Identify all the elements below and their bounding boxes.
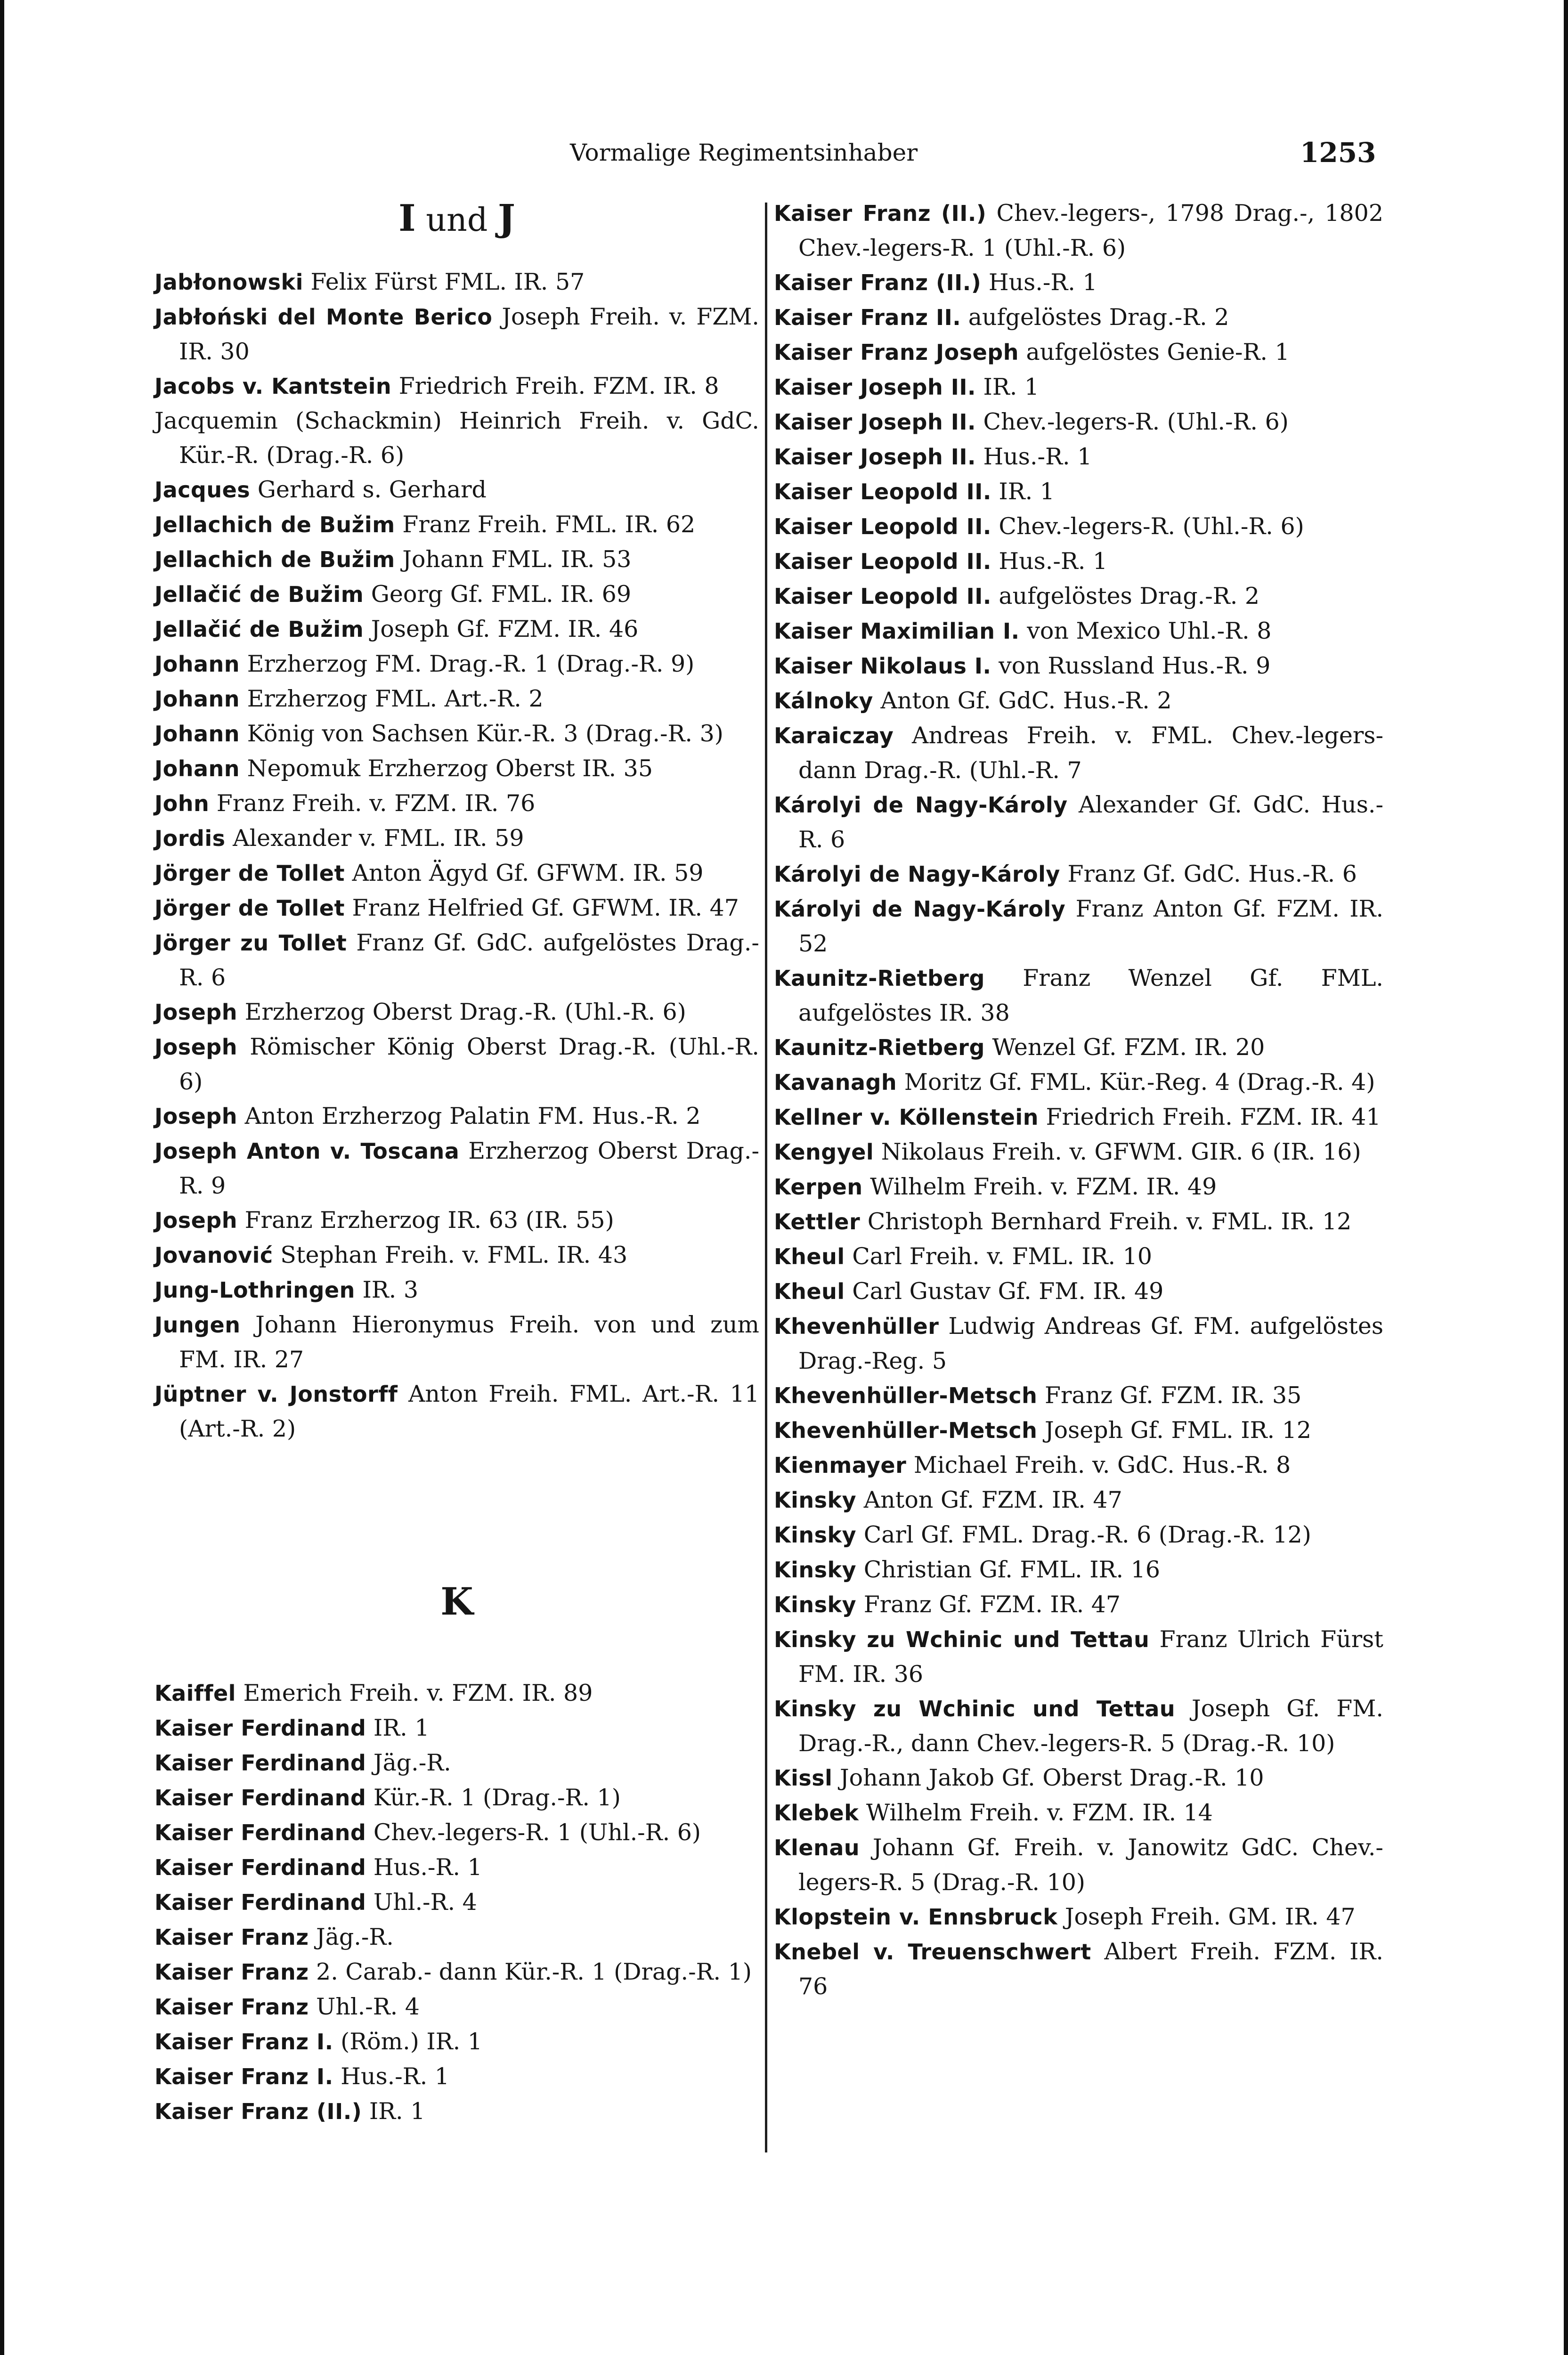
register-entry bbox=[154, 1990, 759, 2024]
entry-name: Károlyi de Nagy-Károly bbox=[774, 792, 1068, 818]
entry-detail: Chev.-legers-R. (Uhl.-R. 6) bbox=[983, 408, 1289, 435]
entry-name: Jacques bbox=[154, 477, 251, 503]
register-entry bbox=[774, 718, 1383, 788]
entry-detail: Moritz Gf. FML. Kür.-Reg. 4 (Drag.-R. 4) bbox=[904, 1069, 1375, 1096]
register-entry bbox=[154, 995, 759, 1030]
entry-name: Kaiser Maximilian I. bbox=[774, 618, 1020, 644]
entry-detail: Joseph Gf. FM. Drag.-R., dann Chev.-legers-R. 5 (Drag.-R. 10) bbox=[798, 1695, 1383, 1757]
register-entry bbox=[774, 1274, 1383, 1309]
entry-detail: Wilhelm Freih. v. FZM. IR. 14 bbox=[866, 1799, 1213, 1826]
entry-name: Jungen bbox=[154, 1312, 241, 1338]
entry-name: Kaiser Franz bbox=[154, 1994, 309, 2020]
entry-detail: Franz Gf. GdC. aufgelöstes Drag.-R. 6 bbox=[179, 929, 759, 991]
heading-letter-i: I bbox=[398, 197, 416, 240]
register-entry bbox=[774, 1830, 1383, 1900]
entry-name: Károlyi de Nagy-Károly bbox=[774, 861, 1060, 887]
entry-name: Kaiser Ferdinand bbox=[154, 1820, 366, 1845]
running-title: Vormalige Regimentsinhaber bbox=[570, 139, 918, 166]
entry-name: Kengyel bbox=[774, 1139, 874, 1165]
entry-detail: von Russland Hus.-R. 9 bbox=[999, 652, 1271, 679]
entry-name: Jacobs v. Kantstein bbox=[154, 374, 392, 399]
register-entry bbox=[774, 509, 1383, 544]
register-entry bbox=[154, 1203, 759, 1238]
register-entry bbox=[774, 1309, 1383, 1378]
entry-detail: Anton Gf. FZM. IR. 47 bbox=[863, 1486, 1122, 1513]
entry-name: Kheul bbox=[774, 1279, 845, 1304]
entry-name: Joseph Anton v. Toscana bbox=[154, 1138, 460, 1164]
entry-name: Knebel v. Treuenschwert bbox=[774, 1939, 1091, 1965]
entry-detail: Franz Anton Gf. FZM. IR. 52 bbox=[798, 895, 1384, 957]
entry-name: Kettler bbox=[774, 1209, 861, 1234]
register-entry bbox=[154, 300, 759, 369]
entry-detail: Alexander Gf. GdC. Hus.-R. 6 bbox=[798, 791, 1384, 853]
register-entry bbox=[154, 2059, 759, 2094]
entry-detail: Anton Ägyd Gf. GFWM. IR. 59 bbox=[352, 860, 704, 886]
register-entry bbox=[774, 857, 1383, 892]
entry-name: Kissl bbox=[774, 1765, 833, 1791]
entry-detail: Hus.-R. 1 bbox=[999, 548, 1108, 575]
entry-name: Karaiczay bbox=[774, 723, 894, 748]
entry-detail: Joseph Gf. FZM. IR. 46 bbox=[371, 616, 639, 642]
entry-name: Kaiser Joseph II. bbox=[774, 374, 976, 400]
entry-name: Jordis bbox=[154, 826, 226, 851]
register-entry bbox=[774, 614, 1383, 649]
entry-detail: Carl Freih. v. FML. IR. 10 bbox=[852, 1243, 1152, 1270]
entry-detail: Franz Erzherzog IR. 63 (IR. 55) bbox=[244, 1207, 614, 1234]
entry-detail: Johann Hieronymus Freih. von und zum FM. IR. 27 bbox=[179, 1311, 759, 1373]
entry-detail: Johann Jakob Gf. Oberst Drag.-R. 10 bbox=[840, 1764, 1264, 1791]
entry-name: Kinsky bbox=[774, 1557, 857, 1583]
register-entry bbox=[774, 439, 1383, 474]
register-entry bbox=[154, 1099, 759, 1134]
entry-detail: Chev.-legers-R. 1 (Uhl.-R. 6) bbox=[373, 1819, 701, 1846]
page-number: 1253 bbox=[1300, 137, 1376, 169]
register-entry bbox=[154, 1307, 759, 1377]
entry-name: Kaiser Franz (II.) bbox=[154, 2099, 362, 2124]
entry-detail: Kür.-R. 1 (Drag.-R. 1) bbox=[373, 1784, 621, 1811]
entry-detail: Franz Freih. v. FZM. IR. 76 bbox=[216, 790, 536, 817]
register-entry bbox=[154, 1676, 759, 1711]
register-entry bbox=[154, 1377, 759, 1446]
entry-detail: Chev.-legers-, 1798 Drag.-, 1802 Chev.-legers-R. 1 (Uhl.-R. 6) bbox=[798, 200, 1383, 261]
entry-detail: Hus.-R. 1 bbox=[373, 1854, 482, 1881]
entry-name: Kaiser Leopold II. bbox=[774, 514, 991, 539]
entry-detail: Joseph Freih. GM. IR. 47 bbox=[1064, 1903, 1356, 1930]
entry-detail: Wenzel Gf. FZM. IR. 20 bbox=[992, 1034, 1265, 1061]
register-entry bbox=[154, 1711, 759, 1746]
entry-name: Jabłonowski bbox=[154, 269, 303, 295]
register-entry bbox=[154, 682, 759, 716]
register-entry bbox=[154, 1780, 759, 1815]
register-entry bbox=[154, 2024, 759, 2059]
entry-name: John bbox=[154, 791, 210, 816]
entry-detail: 2. Carab.- dann Kür.-R. 1 (Drag.-R. 1) bbox=[316, 1958, 752, 1985]
register-entry bbox=[774, 1552, 1383, 1587]
entry-name: Kaiser Ferdinand bbox=[154, 1890, 366, 1915]
page-edge-right bbox=[1564, 0, 1568, 2355]
entry-detail: Emerich Freih. v. FZM. IR. 89 bbox=[243, 1680, 593, 1706]
entry-name: Jörger de Tollet bbox=[154, 895, 345, 921]
register-entry bbox=[154, 786, 759, 821]
entry-name: Kinsky zu Wchinic und Tettau bbox=[774, 1696, 1176, 1722]
register-entry bbox=[154, 647, 759, 682]
register-entry bbox=[774, 370, 1383, 405]
entry-name: Kaiser Ferdinand bbox=[154, 1715, 366, 1741]
register-entry bbox=[154, 507, 759, 542]
entry-name: Kaiser Franz I. bbox=[154, 2064, 333, 2089]
entry-detail: IR. 1 bbox=[369, 2098, 425, 2125]
entry-name: Kaiser Leopold II. bbox=[774, 479, 991, 504]
entry-detail: aufgelöstes Genie-R. 1 bbox=[1026, 339, 1290, 365]
entry-name: Kaiser Franz Joseph bbox=[774, 340, 1019, 365]
register-entry bbox=[774, 1378, 1383, 1413]
entry-detail: Franz Gf. FZM. IR. 47 bbox=[863, 1591, 1121, 1618]
entry-name: Khevenhüller-Metsch bbox=[774, 1383, 1038, 1408]
register-entry bbox=[774, 1239, 1383, 1274]
register-entry bbox=[154, 821, 759, 856]
register-entry bbox=[774, 683, 1383, 718]
entry-name: Johann bbox=[154, 756, 240, 781]
entry-detail: Anton Freih. FML. Art.-R. 11 (Art.-R. 2) bbox=[179, 1381, 759, 1442]
entry-name: Kaiser Franz bbox=[154, 1925, 309, 1950]
register-entry bbox=[154, 1134, 759, 1203]
entry-name: Khevenhüller-Metsch bbox=[774, 1418, 1038, 1443]
entry-name: Johann bbox=[154, 686, 240, 712]
register-entry bbox=[154, 1746, 759, 1780]
register-entry bbox=[774, 1065, 1383, 1100]
entry-detail: Gerhard s. Gerhard bbox=[257, 476, 487, 503]
entry-name: Khevenhüller bbox=[774, 1314, 939, 1339]
register-entry bbox=[154, 1815, 759, 1850]
entry-name: Kaiser Leopold II. bbox=[774, 584, 991, 609]
entry-name: Joseph bbox=[154, 999, 237, 1025]
entry-list-k-continued bbox=[774, 196, 1383, 2004]
entry-name: Kheul bbox=[774, 1244, 845, 1269]
entry-detail: Albert Freih. FZM. IR. 76 bbox=[798, 1938, 1384, 2000]
entry-detail: Hus.-R. 1 bbox=[988, 269, 1097, 296]
entry-detail: Römischer König Oberst Drag.-R. (Uhl.-R. 6) bbox=[179, 1033, 760, 1095]
entry-detail: Franz Gf. GdC. Hus.-R. 6 bbox=[1067, 861, 1357, 887]
entry-detail: IR. 1 bbox=[999, 478, 1055, 505]
register-entry bbox=[774, 1169, 1383, 1204]
entry-detail: Alexander v. FML. IR. 59 bbox=[233, 825, 524, 852]
entry-detail: König von Sachsen Kür.-R. 3 (Drag.-R. 3) bbox=[247, 720, 723, 747]
entry-name: Jellachich de Bužim bbox=[154, 512, 395, 537]
register-entry bbox=[774, 1100, 1383, 1135]
register-entry bbox=[154, 1955, 759, 1990]
entry-detail: Friedrich Freih. FZM. IR. 41 bbox=[1046, 1104, 1381, 1130]
entry-name: Kinsky zu Wchinic und Tettau bbox=[774, 1627, 1150, 1652]
register-entry bbox=[774, 1030, 1383, 1065]
entry-detail: Franz Helfried Gf. GFWM. IR. 47 bbox=[352, 894, 739, 921]
register-entry bbox=[154, 369, 759, 404]
register-entry bbox=[774, 1135, 1383, 1169]
entry-name: Jellachich de Bužim bbox=[154, 547, 395, 572]
register-entry bbox=[774, 1622, 1383, 1691]
entry-detail: Jäg.-R. bbox=[316, 1924, 394, 1950]
entry-name: Kaiser Joseph II. bbox=[774, 409, 976, 435]
register-entry bbox=[154, 472, 759, 507]
register-entry bbox=[154, 1850, 759, 1885]
entry-name: Kaunitz-Rietberg bbox=[774, 966, 985, 991]
register-entry bbox=[154, 891, 759, 926]
entry-detail: IR. 1 bbox=[983, 374, 1040, 400]
page-edge-left bbox=[0, 0, 4, 2355]
entry-detail: Georg Gf. FML. IR. 69 bbox=[371, 581, 632, 608]
entry-name: Kálnoky bbox=[774, 688, 873, 714]
register-entry bbox=[154, 1920, 759, 1955]
register-entry bbox=[154, 1885, 759, 1920]
entry-list-k bbox=[154, 1676, 759, 2129]
register-entry bbox=[774, 1587, 1383, 1622]
entry-name: Kaiser Franz (II.) bbox=[774, 270, 982, 295]
entry-name: Joseph bbox=[154, 1034, 237, 1060]
entry-detail: Anton Erzherzog Palatin FM. Hus.-R. 2 bbox=[244, 1103, 701, 1129]
entry-detail: Nikolaus Freih. v. GFWM. GIR. 6 (IR. 16) bbox=[881, 1138, 1361, 1165]
entry-detail: Franz Ulrich Fürst FM. IR. 36 bbox=[798, 1626, 1383, 1688]
register-entry bbox=[774, 788, 1383, 857]
entry-name: Kinsky bbox=[774, 1487, 857, 1513]
entry-detail: Felix Fürst FML. IR. 57 bbox=[310, 268, 585, 295]
entry-detail: aufgelöstes Drag.-R. 2 bbox=[999, 583, 1260, 609]
register-entry bbox=[774, 1900, 1383, 1934]
entry-name: Kaiser Franz II. bbox=[774, 305, 961, 330]
entry-name: Kinsky bbox=[774, 1522, 857, 1548]
entry-name: Kaiser Ferdinand bbox=[154, 1855, 366, 1880]
entry-name: Klopstein v. Ennsbruck bbox=[774, 1904, 1058, 1930]
register-entry bbox=[774, 1518, 1383, 1552]
register-entry bbox=[154, 265, 759, 300]
register-entry bbox=[774, 961, 1383, 1030]
entry-detail: Franz Gf. FZM. IR. 35 bbox=[1044, 1382, 1302, 1409]
register-entry bbox=[154, 542, 759, 577]
entry-name: Kinsky bbox=[774, 1592, 857, 1617]
entry-detail: Hus.-R. 1 bbox=[341, 2063, 449, 2090]
entry-name: Kaiser Franz bbox=[154, 1959, 309, 1985]
entry-detail: Erzherzog FML. Art.-R. 2 bbox=[247, 685, 544, 712]
entry-name: Kerpen bbox=[774, 1174, 863, 1200]
section-heading-ij bbox=[154, 197, 759, 240]
entry-detail: Franz Freih. FML. IR. 62 bbox=[402, 511, 696, 538]
register-entry bbox=[774, 1691, 1383, 1761]
entry-detail: Anton Gf. GdC. Hus.-R. 2 bbox=[880, 687, 1172, 714]
register-entry bbox=[774, 474, 1383, 509]
register-entry bbox=[154, 612, 759, 647]
entry-name: Jellačić de Bužim bbox=[154, 582, 364, 607]
entry-detail: Friedrich Freih. FZM. IR. 8 bbox=[398, 373, 719, 399]
entry-detail: Jäg.-R. bbox=[373, 1749, 451, 1776]
entry-name: Kavanagh bbox=[774, 1070, 897, 1095]
entry-detail: Carl Gf. FML. Drag.-R. 6 (Drag.-R. 12) bbox=[863, 1521, 1311, 1548]
entry-name: Johann bbox=[154, 721, 240, 747]
register-entry bbox=[154, 751, 759, 786]
entry-detail: Franz Wenzel Gf. FML. aufgelöstes IR. 38 bbox=[798, 965, 1384, 1026]
register-entry bbox=[774, 265, 1383, 300]
entry-detail: von Mexico Uhl.-R. 8 bbox=[1027, 617, 1272, 644]
register-entry bbox=[154, 1273, 759, 1307]
register-entry bbox=[154, 926, 759, 995]
entry-name: Jabłoński del Monte Berico bbox=[154, 304, 493, 330]
register-entry bbox=[774, 649, 1383, 683]
register-entry bbox=[774, 892, 1383, 961]
entry-detail: Wilhelm Freih. v. FZM. IR. 49 bbox=[870, 1173, 1217, 1200]
entry-name: Kaiser Franz (II.) bbox=[774, 201, 987, 226]
register-entry bbox=[774, 405, 1383, 439]
register-entry bbox=[154, 2094, 759, 2129]
register-entry bbox=[774, 1413, 1383, 1448]
entry-name: Jörger de Tollet bbox=[154, 861, 345, 886]
entry-name: Joseph bbox=[154, 1104, 237, 1129]
register-entry bbox=[154, 1030, 759, 1099]
entry-detail: Erzherzog FM. Drag.-R. 1 (Drag.-R. 9) bbox=[247, 650, 695, 677]
entry-name: Jellačić de Bužim bbox=[154, 617, 364, 642]
entry-detail: Joseph Gf. FML. IR. 12 bbox=[1044, 1417, 1312, 1444]
entry-detail: Jacquemin (Schackmin) Heinrich Freih. v. GdC. Kür.-R. (Drag.-R. 6) bbox=[154, 407, 759, 469]
entry-name: Joseph bbox=[154, 1208, 237, 1233]
heading-und: und bbox=[426, 202, 488, 239]
entry-detail: Chev.-legers-R. (Uhl.-R. 6) bbox=[999, 513, 1304, 540]
register-entry bbox=[774, 1483, 1383, 1518]
entry-name: Jovanović bbox=[154, 1242, 273, 1268]
entry-detail: aufgelöstes Drag.-R. 2 bbox=[968, 304, 1229, 331]
entry-detail: Christoph Bernhard Freih. v. FML. IR. 12 bbox=[867, 1208, 1352, 1235]
entry-name: Kaiffel bbox=[154, 1681, 236, 1706]
heading-letter-j: J bbox=[497, 197, 515, 240]
entry-name: Kaiser Leopold II. bbox=[774, 549, 991, 574]
entry-name: Klenau bbox=[774, 1835, 860, 1860]
register-entry bbox=[774, 196, 1383, 265]
entry-name: Károlyi de Nagy-Károly bbox=[774, 896, 1066, 922]
entry-detail: Erzherzog Oberst Drag.-R. 9 bbox=[179, 1137, 760, 1199]
section-heading-k: K bbox=[440, 1579, 473, 1624]
running-head bbox=[0, 136, 1568, 173]
entry-name: Jörger zu Tollet bbox=[154, 930, 347, 956]
entry-name: Kaiser Franz I. bbox=[154, 2029, 333, 2055]
register-entry bbox=[154, 577, 759, 612]
entry-name: Klebek bbox=[774, 1800, 859, 1826]
entry-detail: Erzherzog Oberst Drag.-R. (Uhl.-R. 6) bbox=[244, 999, 686, 1025]
register-entry bbox=[154, 1238, 759, 1273]
entry-detail: Hus.-R. 1 bbox=[983, 443, 1092, 470]
entry-detail: Joseph Freih. v. FZM. IR. 30 bbox=[179, 303, 760, 365]
entry-name: Kaiser Ferdinand bbox=[154, 1750, 366, 1776]
register-entry bbox=[774, 1448, 1383, 1483]
entry-detail: Andreas Freih. v. FML. Chev.-legers- dann Drag.-R. (Uhl.-R. 7 bbox=[798, 722, 1384, 784]
register-entry bbox=[774, 1761, 1383, 1795]
entry-detail: Johann Gf. Freih. v. Janowitz GdC. Chev.-legers-R. 5 (Drag.-R. 10) bbox=[798, 1834, 1383, 1896]
entry-name: Kienmayer bbox=[774, 1453, 907, 1478]
entry-detail: Ludwig Andreas Gf. FM. aufgelöstes Drag.-Reg. 5 bbox=[798, 1313, 1383, 1374]
column-divider bbox=[765, 203, 767, 2152]
entry-detail: Stephan Freih. v. FML. IR. 43 bbox=[280, 1242, 628, 1268]
entry-name: Jung-Lothringen bbox=[154, 1277, 355, 1303]
entry-name: Kellner v. Köllenstein bbox=[774, 1104, 1039, 1130]
register-entry bbox=[774, 300, 1383, 335]
register-entry bbox=[154, 404, 759, 472]
register-entry bbox=[154, 716, 759, 751]
entry-detail: IR. 1 bbox=[373, 1714, 430, 1741]
entry-detail: Johann FML. IR. 53 bbox=[402, 546, 632, 573]
entry-detail: Uhl.-R. 4 bbox=[373, 1889, 477, 1916]
register-entry bbox=[774, 544, 1383, 579]
entry-detail: Michael Freih. v. GdC. Hus.-R. 8 bbox=[913, 1452, 1291, 1478]
register-entry bbox=[774, 579, 1383, 614]
register-entry bbox=[774, 1934, 1383, 2004]
register-entry bbox=[774, 335, 1383, 370]
entry-name: Kaiser Nikolaus I. bbox=[774, 653, 991, 679]
register-entry bbox=[774, 1795, 1383, 1830]
register-entry bbox=[774, 1204, 1383, 1239]
entry-name: Jüptner v. Jonstorff bbox=[154, 1381, 398, 1407]
entry-detail: IR. 3 bbox=[362, 1276, 419, 1303]
entry-detail: Nepomuk Erzherzog Oberst IR. 35 bbox=[247, 755, 653, 782]
entry-name: Kaiser Joseph II. bbox=[774, 444, 976, 470]
entry-detail: (Röm.) IR. 1 bbox=[341, 2028, 482, 2055]
register-entry bbox=[154, 856, 759, 891]
entry-detail: Christian Gf. FML. IR. 16 bbox=[863, 1556, 1160, 1583]
entry-list-j bbox=[154, 265, 759, 1446]
entry-name: Kaunitz-Rietberg bbox=[774, 1035, 985, 1060]
entry-detail: Carl Gustav Gf. FM. IR. 49 bbox=[852, 1278, 1164, 1305]
entry-name: Kaiser Ferdinand bbox=[154, 1785, 366, 1811]
entry-detail: Uhl.-R. 4 bbox=[316, 1993, 420, 2020]
entry-name: Johann bbox=[154, 651, 240, 677]
